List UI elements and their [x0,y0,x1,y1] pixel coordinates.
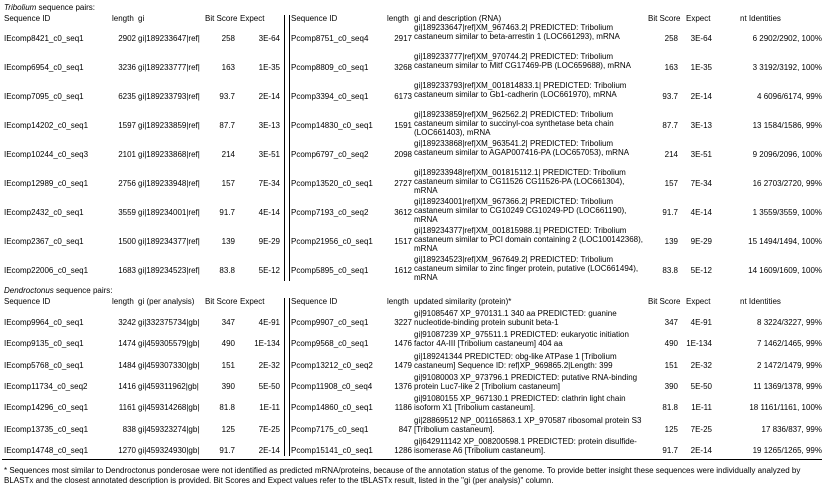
seq-id-2: Pcomp8809_c0_seq1 [291,63,369,72]
nt-identities: 16 2703/2720, 99% [752,179,822,188]
length: 1416 [118,381,136,391]
description-line: castaneum similar to Gb1-cadherin (LOC661970), mRNA [414,90,617,99]
column-header-expect-2: Expect [686,297,711,306]
bit-score-2: 157 [664,179,678,188]
nt-identities: 3 3192/3192, 100% [752,63,822,72]
length: 1270 [118,445,136,455]
gi: gi|459311962|gb| [138,381,199,391]
expect: 2E-14 [258,445,280,455]
length-2: 1376 [394,381,412,391]
description-line: isomerase A6 [Tribolium castaneum]. [414,445,546,455]
length: 2756 [118,179,136,188]
seq-id: IEcomp7095_c0_seq1 [4,92,84,101]
description-line: factor 4A-III [Tribolium castaneum] 404 aa [414,339,563,349]
seq-id-2: Pcomp3394_c0_seq1 [291,92,369,101]
length: 3236 [118,63,136,72]
seq-id: IEcomp6954_c0_seq1 [4,63,84,72]
description-line: castaneum similar to CG10249 CG10249-PD (LOC661190), [414,206,627,215]
seq-id: IEcomp11734_c0_seq2 [4,381,88,391]
gi: gi|459305579|gb| [138,339,200,349]
description-line: mRNA [414,273,438,282]
length-2: 1612 [394,266,412,275]
seq-id: IEcomp22006_c0_seq1 [4,266,89,275]
expect-2: 3E-13 [690,121,712,130]
expect-2: 3E-51 [690,150,712,159]
seq-id: IEcomp10244_c0_seq3 [4,150,89,159]
gi: gi|189233793|ref| [138,92,200,101]
bit-score-2: 214 [664,150,678,159]
column-header-seq-id: Sequence ID [4,297,51,306]
length: 2101 [118,150,136,159]
column-header-description: gi and description (RNA) [414,14,502,23]
length-2: 6173 [394,92,412,101]
length: 2902 [118,34,136,43]
length: 1474 [118,339,136,349]
nt-identities: 17 836/837, 99% [761,424,822,434]
expect-2: 5E-12 [690,266,712,275]
bit-score: 347 [221,318,235,327]
expect-2: 4E-14 [690,208,712,217]
column-header-length: length [112,297,134,306]
seq-id-2: Pcomp21956_c0_seq1 [291,237,373,246]
gi: gi|189233777|ref| [138,63,200,72]
length-2: 2727 [394,179,412,188]
column-header-nt-identities: nt Identities [740,14,781,23]
column-header-description: updated similarity (protein)* [414,297,512,306]
description-line: (LOC661403), mRNA [414,128,491,137]
bit-score: 93.7 [219,92,235,101]
nt-identities: 14 1609/1609, 100% [748,266,822,275]
expect-2: 2E-14 [690,445,712,455]
bit-score: 125 [221,424,235,434]
bit-score: 214 [221,150,235,159]
bit-score: 490 [221,339,235,349]
expect: 1E-11 [259,403,280,413]
seq-id-2: Pcomp7193_c0_seq2 [291,208,369,217]
seq-id-2: Pcomp5895_c0_seq1 [291,266,369,275]
nt-identities: 11 1369/1378, 99% [753,381,822,391]
bit-score: 390 [221,381,235,391]
seq-id: IEcomp5768_c0_seq1 [4,360,84,370]
length: 3559 [118,208,136,217]
bit-score-2: 87.7 [662,121,678,130]
bit-score: 83.8 [219,266,235,275]
description-line: gi|91080003 XP_973796.1 PREDICTED: putative RNA-binding [414,372,638,382]
seq-id-2: Pcomp8751_c0_seq4 [291,34,369,43]
gi: gi|189233948|ref| [138,179,200,188]
description-line: protein Luc7-like 2 [Tribolium castaneum] [414,381,560,391]
description-line: castaneum similar to succinyl-coa synthetase beta chain [414,119,614,128]
expect: 7E-25 [258,424,280,434]
description-line: gi|189233859|ref|XM_962562.2| PREDICTED: Tribolium [414,110,614,119]
bit-score-2: 125 [664,424,678,434]
column-header-expect: Expect [240,297,265,306]
bit-score: 87.7 [219,121,235,130]
expect: 1E-134 [254,339,280,349]
nt-identities: 19 1265/1265, 99% [752,445,822,455]
expect: 3E-64 [258,34,280,43]
column-separator [284,15,290,281]
bit-score-2: 83.8 [662,266,678,275]
expect: 5E-12 [258,266,280,275]
length: 1683 [118,266,136,275]
column-header-gi: gi [138,14,145,23]
description-line: castaneum similar to Mitf CG17469-PB (LOC659688), mRNA [414,61,631,70]
section-title-rest: sequence pairs: [53,286,113,295]
nt-identities: 15 1494/1494, 100% [748,237,822,246]
description-line: castaneum similar to zinc finger protein, putative (LOC661494), [414,264,639,273]
nt-identities: 8 3224/3227, 99% [757,318,822,327]
expect: 4E-14 [258,208,280,217]
seq-id-2: Pcomp15141_c0_seq1 [291,445,373,455]
expect: 7E-34 [258,179,280,188]
section-title-italic: Dendroctonus [4,286,54,295]
bit-score-2: 490 [664,339,678,349]
footnote-rule [2,459,822,460]
expect-2: 1E-11 [691,403,712,413]
expect-2: 7E-34 [690,179,712,188]
description-line: gi|28869512 NP_001165863.1 XP_970587 ribosomal protein S3 [414,415,642,425]
gi: gi|459323274|gb| [138,424,200,434]
description-line: gi|91087239 XP_975511.1 PREDICTED: eukaryotic initiation [414,330,629,340]
seq-id: IEcomp8421_c0_seq1 [4,34,84,43]
seq-id: IEcomp2432_c0_seq1 [4,208,84,217]
gi: gi|189234523|ref| [138,266,200,275]
seq-id: IEcomp14296_c0_seq1 [4,403,89,413]
gi: gi|459324930|gb| [138,445,200,455]
bit-score: 81.8 [219,403,235,413]
expect-2: 2E-32 [690,360,712,370]
gi: gi|459307330|gb| [138,360,200,370]
expect: 5E-50 [258,381,280,391]
seq-id-2: Pcomp13212_c0_seq2 [291,360,373,370]
description-line: gi|642911142 XP_008200598.1 PREDICTED: protein disulfide- [414,436,637,446]
seq-id-2: Pcomp7175_c0_seq1 [291,424,369,434]
expect: 3E-51 [258,150,280,159]
description-line: gi|189233948|ref|XM_001815112.1| PREDICTED: Tribolium [414,168,626,177]
description-line: [Tribolium castaneum]. [414,424,495,434]
column-header-expect: Expect [240,14,265,23]
length-2: 2098 [394,150,412,159]
description-line: gi|189234001|ref|XM_967366.2| PREDICTED: Tribolium [414,197,614,206]
seq-id-2: Pcomp14830_c0_seq1 [291,121,373,130]
description-line: mRNA [414,244,438,253]
description-line: nucleotide-binding protein subunit beta-1 [414,318,559,327]
expect: 9E-29 [258,237,280,246]
length: 1484 [118,360,136,370]
nt-identities: 7 1462/1465, 99% [757,339,822,349]
description-line: castaneum similar to PCI domain containing 2 (LOC100142368), [414,235,644,244]
bit-score-2: 163 [664,63,678,72]
column-header-length-2: length [387,297,409,306]
section-title-rest: sequence pairs: [36,3,96,12]
seq-id: IEcomp14748_c0_seq1 [4,445,89,455]
seq-id: IEcomp9135_c0_seq1 [4,339,84,349]
length-2: 3268 [394,63,412,72]
description-line: gi|189234523|ref|XM_967649.2| PREDICTED: Tribolium [414,255,614,264]
bit-score-2: 91.7 [662,208,678,217]
description-line: mRNA [414,215,438,224]
seq-id-2: Pcomp6797_c0_seq2 [291,150,369,159]
description-line: gi|189234377|ref|XM_001815988.1| PREDICTED: Tribolium [414,226,627,235]
gi: gi|189233868|ref| [138,150,200,159]
expect: 1E-35 [258,63,280,72]
length-2: 2917 [394,34,412,43]
length-2: 1476 [394,339,412,349]
expect-2: 2E-14 [690,92,712,101]
expect-2: 5E-50 [690,381,712,391]
expect-2: 1E-35 [690,63,712,72]
expect: 4E-91 [258,318,280,327]
description-line: gi|189233868|ref|XM_963541.2| PREDICTED: Tribolium [414,139,614,148]
description-line: gi|189241344 PREDICTED: obg-like ATPase 1 [Tribolium [414,351,617,361]
length: 3242 [118,318,136,327]
expect: 3E-13 [258,121,280,130]
expect-2: 7E-25 [690,424,712,434]
nt-identities: 18 1161/1161, 100% [749,403,822,413]
bit-score: 258 [221,34,235,43]
length-2: 1186 [394,403,412,413]
gi: gi|189233647|ref| [138,34,200,43]
seq-id-2: Pcomp9568_c0_seq1 [291,339,369,349]
column-header-expect-2: Expect [686,14,711,23]
expect: 2E-14 [258,92,280,101]
bit-score-2: 151 [664,360,678,370]
nt-identities: 4 6096/6174, 99% [757,92,822,101]
length: 838 [122,424,136,434]
column-header-length-2: length [387,14,409,23]
length-2: 1479 [394,360,412,370]
description-line: isoform X1 [Tribolium castaneum]. [414,403,536,413]
column-separator [284,298,290,456]
column-header-bit-score-2: Bit Score [648,14,681,23]
description-line: gi|91085467 XP_970131.1 340 aa PREDICTED: guanine [414,309,617,318]
column-header-seq-id-2: Sequence ID [291,14,338,23]
gi: gi|189234377|ref| [138,237,200,246]
description-line: gi|189233647|ref|XM_967463.2| PREDICTED: Tribolium [414,23,614,32]
nt-identities: 13 1584/1586, 99% [752,121,822,130]
length: 1597 [118,121,136,130]
length: 1161 [118,403,136,413]
bit-score: 139 [221,237,235,246]
seq-id-2: Pcomp13520_c0_seq1 [291,179,373,188]
footnote: * Sequences most similar to Dendroctonus ponderosae were not identified as predicted mRNA/proteins, because of the annotation status of the genome. To provide better insight these sequences were individually analyzed by BLASTx and the closest annotated description is provided. Bit Scores and Expect values refer to the tBLASTx result, listed in the "gi (per analysis)" column. [4,466,801,485]
column-header-bit-score: Bit Score [205,297,238,306]
column-header-gi: gi (per analysis) [138,297,195,306]
bit-score-2: 258 [664,34,678,43]
description-line: castaneum similar to beta-arrestin 1 (LOC661293), mRNA [414,32,620,41]
nt-identities: 6 2902/2902, 100% [752,34,822,43]
bit-score: 151 [221,360,235,370]
nt-identities: 1 3559/3559, 100% [752,208,822,217]
description-line: gi|189233777|ref|XM_970744.2| PREDICTED: Tribolium [414,52,614,61]
description-line: mRNA [414,186,438,195]
bit-score-2: 91.7 [662,445,678,455]
seq-id-2: Pcomp11908_c0_seq4 [291,381,373,391]
description-line: gi|189233793|ref|XM_001814833.1| PREDICTED: Tribolium [414,81,627,90]
nt-identities: 2 1472/1479, 99% [757,360,822,370]
expect: 2E-32 [258,360,280,370]
description-line: castaneum] Sequence ID: ref|XP_969865.2|Length: 399 [414,360,613,370]
column-header-seq-id: Sequence ID [4,14,51,23]
seq-id-2: Pcomp14860_c0_seq1 [291,403,373,413]
bit-score: 91.7 [219,208,235,217]
column-header-length: length [112,14,134,23]
bit-score: 157 [221,179,235,188]
length: 1500 [118,237,136,246]
bit-score-2: 93.7 [662,92,678,101]
expect-2: 4E-91 [690,318,712,327]
gi: gi|189234001|ref| [138,208,200,217]
seq-id: IEcomp12989_c0_seq1 [4,179,89,188]
description-line: gi|91080155 XP_967130.1 PREDICTED: clathrin light chain [414,394,626,404]
tribolium-section-title [4,4,95,12]
length-2: 1286 [394,445,412,455]
nt-identities: 9 2096/2096, 100% [752,150,822,159]
gi: gi|459314268|gb| [138,403,200,413]
length-2: 847 [398,424,412,434]
description-line: castaneum similar to CG11526 CG11526-PA (LOC661304), [414,177,625,186]
bit-score: 91.7 [219,445,235,455]
length: 6235 [118,92,136,101]
column-header-nt-identities: nt Identities [740,297,781,306]
expect-2: 1E-134 [686,339,712,349]
bit-score: 163 [221,63,235,72]
gi: gi|189233859|ref| [138,121,200,130]
description-line: castaneum similar to AGAP007416-PA (LOC657053), mRNA [414,148,630,157]
dendroctonus-section-title [4,287,113,295]
seq-id-2: Pcomp9907_c0_seq1 [291,318,369,327]
length-2: 3227 [394,318,412,327]
seq-id: IEcomp9964_c0_seq1 [4,318,84,327]
expect-2: 9E-29 [690,237,712,246]
bit-score-2: 139 [664,237,678,246]
length-2: 3612 [394,208,412,217]
section-title-italic: Tribolium [4,3,37,12]
seq-id: IEcomp2367_c0_seq1 [4,237,84,246]
length-2: 1591 [394,121,412,130]
expect-2: 3E-64 [690,34,712,43]
bit-score-2: 390 [664,381,678,391]
length-2: 1517 [394,237,412,246]
column-header-bit-score-2: Bit Score [648,297,681,306]
column-header-bit-score: Bit Score [205,14,238,23]
bit-score-2: 347 [664,318,678,327]
seq-id: IEcomp14202_c0_seq1 [4,121,89,130]
gi: gi|332375734|gb| [138,318,200,327]
bit-score-2: 81.8 [662,403,678,413]
column-header-seq-id-2: Sequence ID [291,297,338,306]
seq-id: IEcomp13735_c0_seq1 [4,424,89,434]
